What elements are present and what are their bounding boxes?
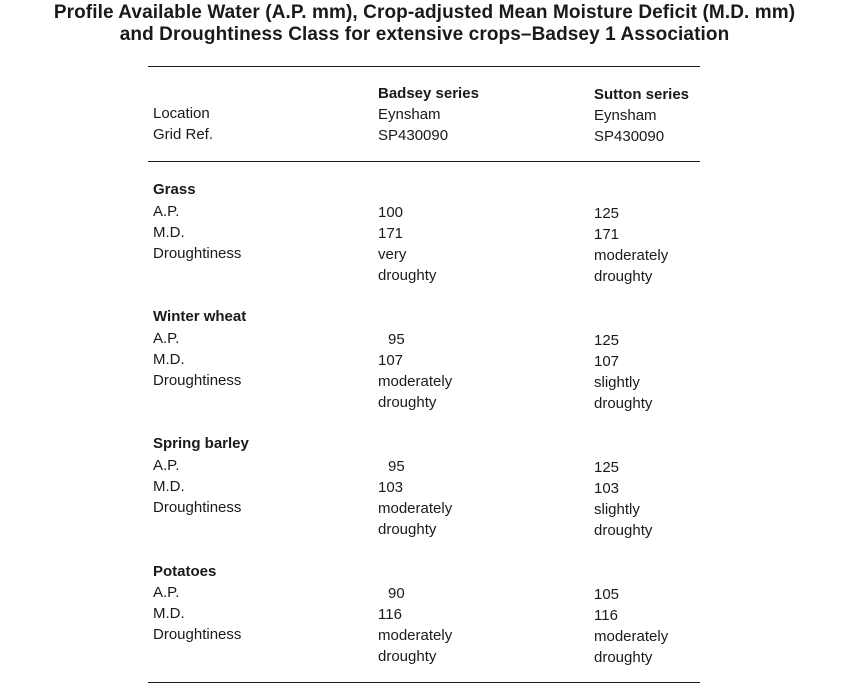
grass-droughtiness-badsey-line2: droughty (378, 267, 437, 284)
row-label-md: M.D. (153, 351, 185, 368)
potatoes-droughtiness-badsey-line1: moderately (378, 627, 453, 644)
row-label-droughtiness: Droughtiness (153, 626, 242, 643)
spring-barley-md-sutton: 103 (594, 480, 620, 497)
grass-md-sutton: 171 (594, 226, 620, 243)
winter-wheat-md-sutton: 107 (594, 353, 620, 370)
location-label: Location (153, 105, 210, 122)
grass-droughtiness-sutton-line1: moderately (594, 247, 669, 264)
potatoes-droughtiness-badsey-line2: droughty (378, 648, 437, 665)
group-heading-winter-wheat: Winter wheat (153, 308, 247, 325)
potatoes-droughtiness-sutton-line1: moderately (594, 628, 669, 645)
grid-ref-badsey: SP430090 (378, 127, 449, 144)
winter-wheat-droughtiness-badsey-line2: droughty (378, 394, 437, 411)
potatoes-ap-badsey: 90 (388, 585, 405, 602)
title-line-1: Profile Available Water (A.P. mm), Crop-adjusted Mean Moisture Deficit (M.D. mm) (53, 2, 796, 23)
row-label-droughtiness: Droughtiness (153, 245, 242, 262)
grass-ap-badsey: 100 (378, 204, 404, 221)
winter-wheat-ap-sutton: 125 (594, 332, 620, 349)
group-heading-grass: Grass (153, 181, 196, 198)
group-heading-potatoes: Potatoes (153, 563, 217, 580)
row-label-droughtiness: Droughtiness (153, 372, 242, 389)
column-header-badsey: Badsey series (378, 85, 479, 102)
potatoes-ap-sutton: 105 (594, 586, 620, 603)
row-label-ap: A.P. (153, 457, 180, 474)
spring-barley-droughtiness-badsey-line2: droughty (378, 521, 437, 538)
spring-barley-ap-sutton: 125 (594, 459, 620, 476)
row-label-droughtiness: Droughtiness (153, 499, 242, 516)
row-label-md: M.D. (153, 478, 185, 495)
top-rule (148, 66, 700, 67)
potatoes-md-sutton: 116 (594, 607, 618, 624)
row-label-ap: A.P. (153, 330, 180, 347)
row-label-ap: A.P. (153, 584, 180, 601)
winter-wheat-ap-badsey: 95 (388, 331, 405, 348)
row-label-ap: A.P. (153, 203, 180, 220)
winter-wheat-droughtiness-badsey-line1: moderately (378, 373, 453, 390)
grass-ap-sutton: 125 (594, 205, 620, 222)
grid-ref-label: Grid Ref. (153, 126, 214, 143)
winter-wheat-droughtiness-sutton-line2: droughty (594, 395, 653, 412)
grid-ref-sutton: SP430090 (594, 128, 665, 145)
winter-wheat-md-badsey: 107 (378, 352, 404, 369)
location-sutton: Eynsham (594, 107, 657, 124)
spring-barley-md-badsey: 103 (378, 479, 404, 496)
title-line-2: and Droughtiness Class for extensive crops–Badsey 1 Association (119, 24, 730, 45)
row-label-md: M.D. (153, 224, 185, 241)
potatoes-droughtiness-sutton-line2: droughty (594, 649, 653, 666)
grass-droughtiness-sutton-line2: droughty (594, 268, 653, 285)
grass-droughtiness-badsey-line1: very (378, 246, 407, 263)
winter-wheat-droughtiness-sutton-line1: slightly (594, 374, 640, 391)
row-label-md: M.D. (153, 605, 185, 622)
table-title (0, 2, 849, 46)
spring-barley-droughtiness-sutton-line2: droughty (594, 522, 653, 539)
location-badsey: Eynsham (378, 106, 441, 123)
spring-barley-droughtiness-sutton-line1: slightly (594, 501, 640, 518)
column-header-sutton: Sutton series (594, 86, 690, 103)
potatoes-md-badsey: 116 (378, 606, 402, 623)
spring-barley-droughtiness-badsey-line1: moderately (378, 500, 453, 517)
grass-md-badsey: 171 (378, 225, 404, 242)
bottom-rule (148, 682, 700, 683)
group-heading-spring-barley: Spring barley (153, 435, 249, 452)
spring-barley-ap-badsey: 95 (388, 458, 405, 475)
header-rule (148, 161, 700, 162)
